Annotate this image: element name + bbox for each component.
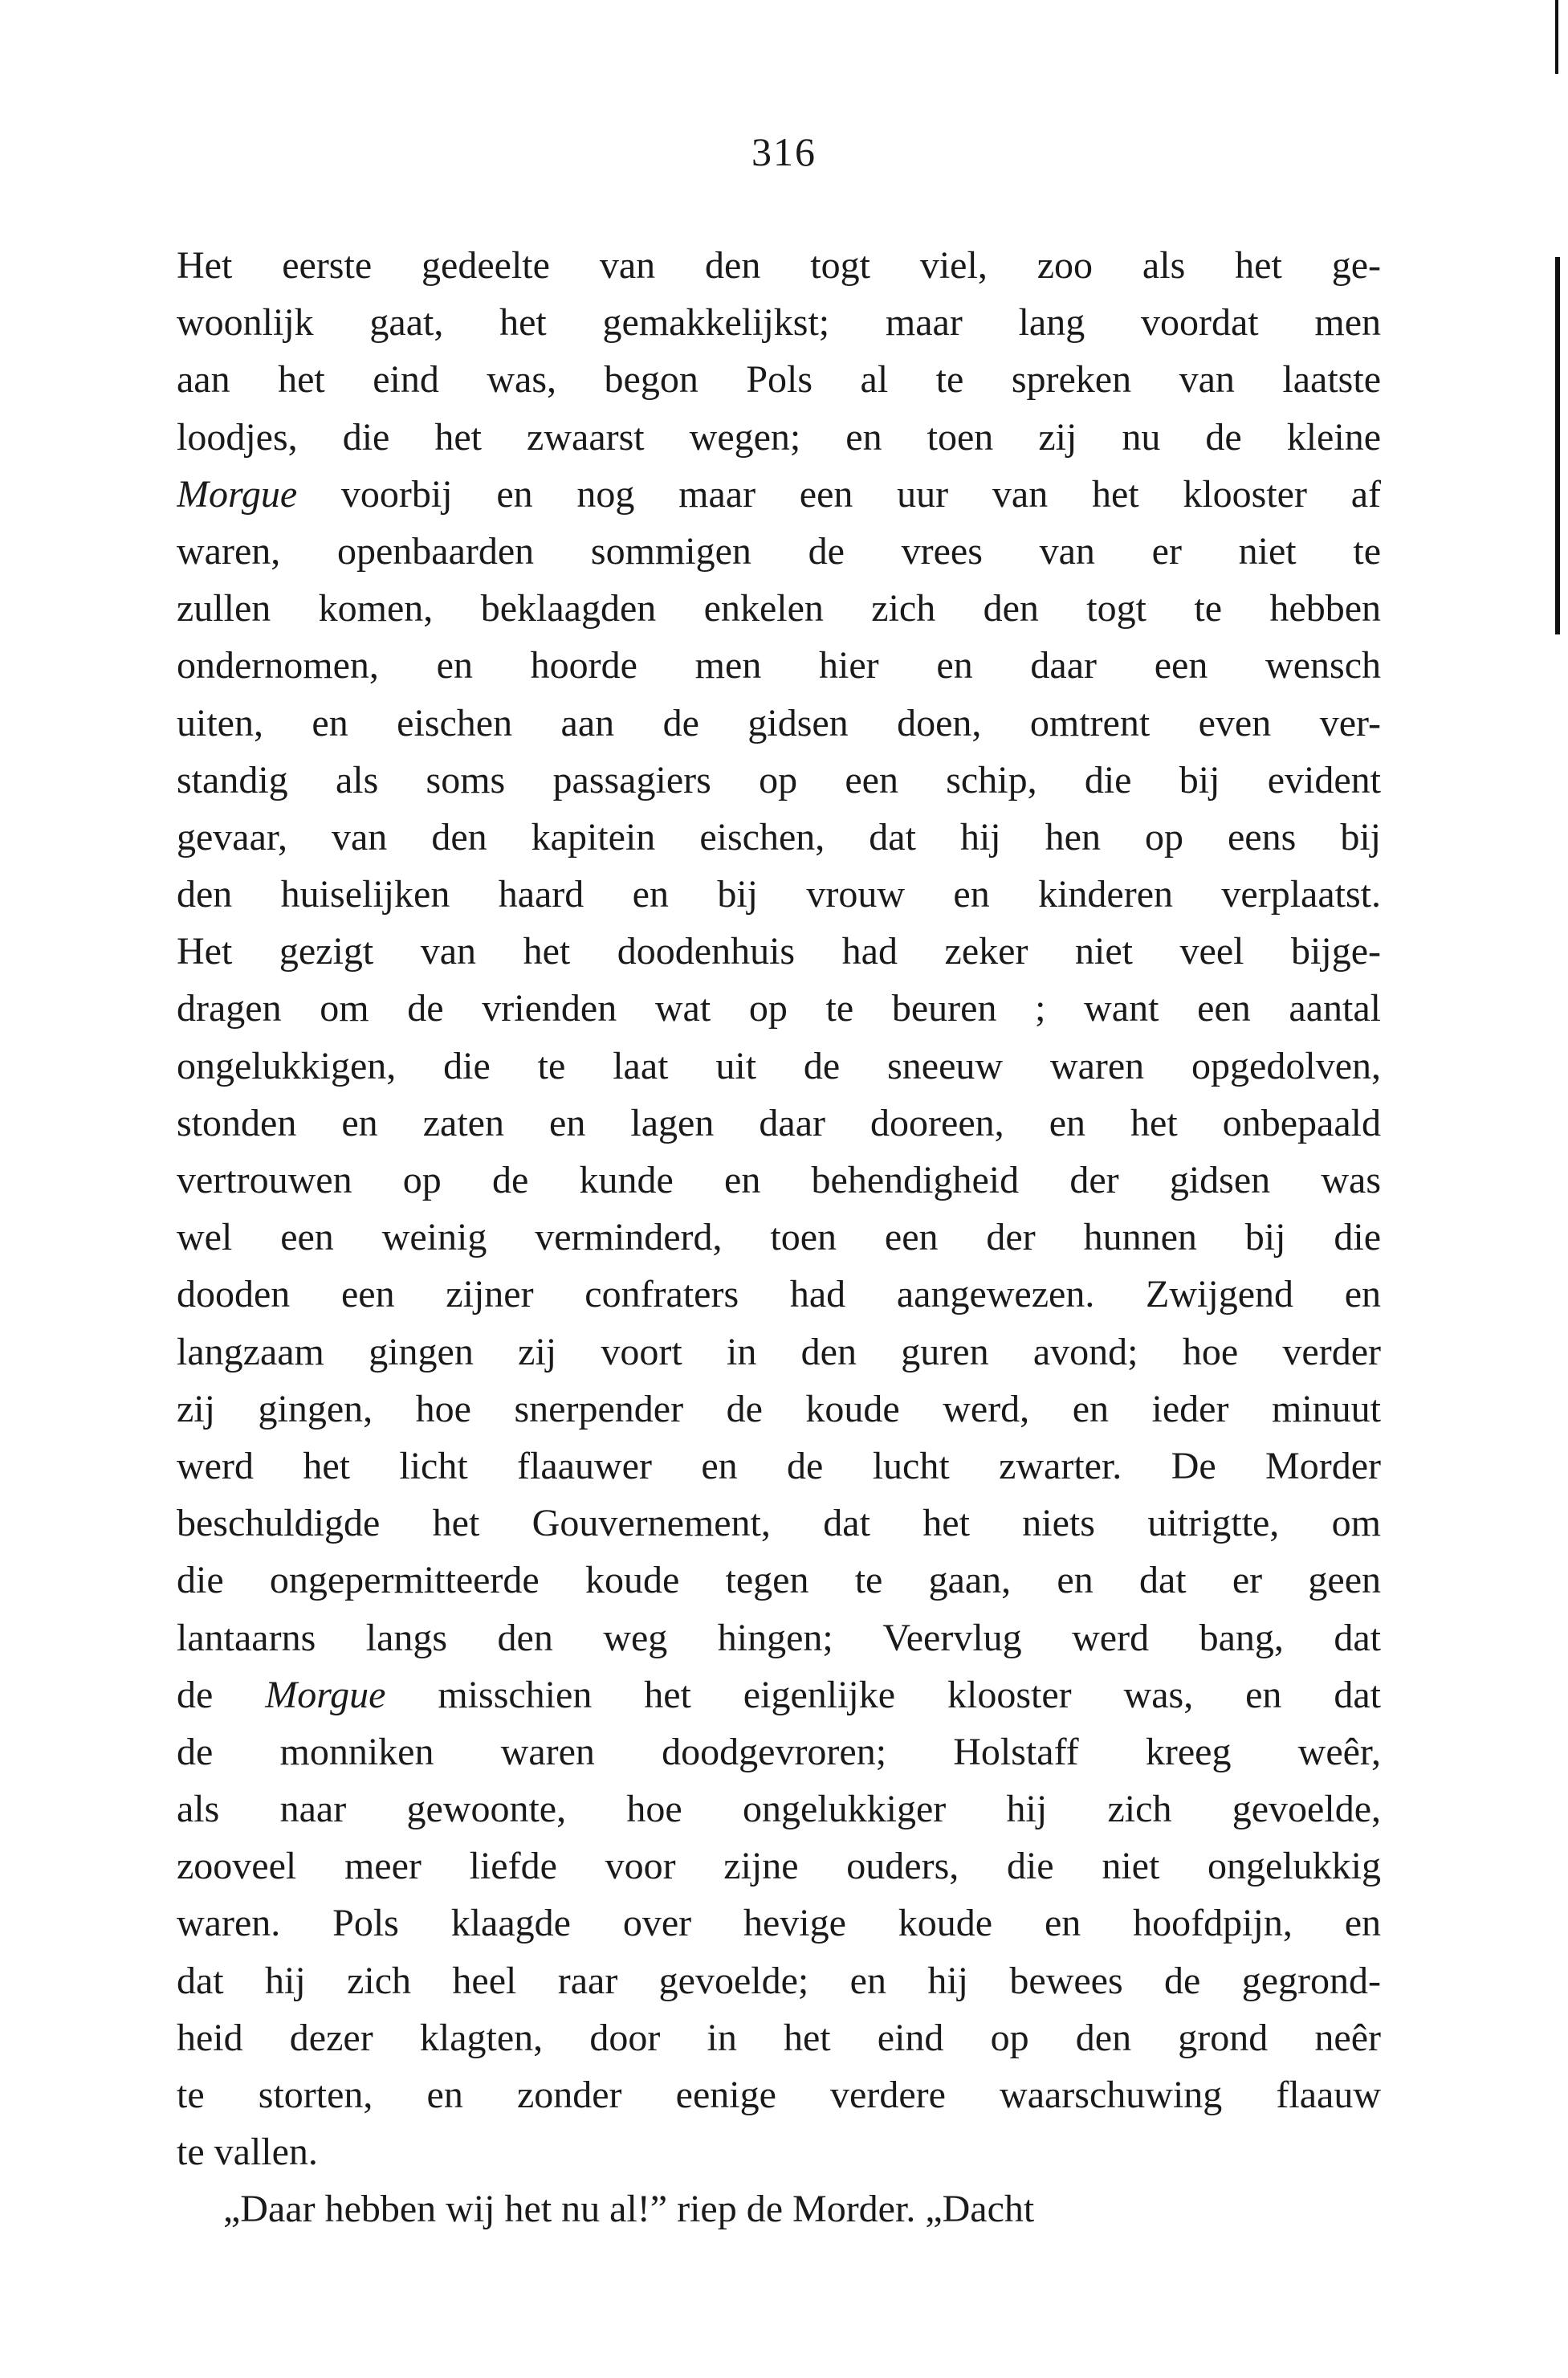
text-line: waren. Pols klaagde over hevige koude en hoofdpijn, en <box>177 1902 1381 1945</box>
text-line: ongelukkigen, die te laat uit de sneeuw waren opgedolven, <box>177 1044 1381 1087</box>
text-line: waren, openbaarden sommigen de vrees van er niet te <box>177 529 1381 573</box>
text-line: te storten, en zonder eenige verdere waarschuwing flaauw <box>177 2074 1381 2116</box>
text-line: „Daar hebben wij het nu al!” riep de Morder. „Dacht <box>223 2188 1035 2231</box>
text-line: langzaam gingen zij voort in den guren avond; hoe verder <box>177 1330 1381 1373</box>
text-line: de Morgue misschien het eigenlijke klooster was, en dat <box>177 1673 1381 1716</box>
page-edge-mark <box>1555 0 1558 74</box>
text-line: Morgue voorbij en nog maar een uur van het klooster af <box>177 472 1381 516</box>
text-line: te vallen. <box>177 2131 318 2174</box>
text-line: aan het eind was, begon Pols al te spreken van laatste <box>177 358 1381 402</box>
text-line: den huiselijken haard en bij vrouw en kinderen verplaatst. <box>177 873 1381 916</box>
text-line: dooden een zijner confraters had aangewezen. Zwijgend en <box>177 1273 1381 1316</box>
text-line: loodjes, die het zwaarst wegen; en toen zij nu de kleine <box>177 415 1381 459</box>
body-text <box>177 237 1381 2238</box>
text-line: zij gingen, hoe snerpender de koude werd, en ieder minuut <box>177 1387 1381 1430</box>
text-line: wel een weinig verminderd, toen een der hunnen bij die <box>177 1216 1381 1259</box>
text-line: stonden en zaten en lagen daar dooreen, en het onbepaald <box>177 1101 1381 1144</box>
text-line: ondernomen, en hoorde men hier en daar een wensch <box>177 644 1381 687</box>
text-line: dat hij zich heel raar gevoelde; en hij bewees de gegrond- <box>177 1959 1381 2002</box>
page-number: 316 <box>751 129 817 174</box>
text-line: Het eerste gedeelte van den togt viel, zoo als het ge- <box>177 244 1381 287</box>
text-line: de monniken waren doodgevroren; Holstaff kreeg weêr, <box>177 1730 1381 1773</box>
text-line: gevaar, van den kapitein eischen, dat hij hen op eens bij <box>177 815 1381 859</box>
text-line: heid dezer klagten, door in het eind op den grond neêr <box>177 2016 1381 2059</box>
text-line: zooveel meer liefde voor zijne ouders, die niet ongelukkig <box>177 1845 1381 1888</box>
text-line: Het gezigt van het doodenhuis had zeker niet veel bijge- <box>177 930 1381 973</box>
text-line: woonlijk gaat, het gemakkelijkst; maar lang voordat men <box>177 301 1381 345</box>
text-line: uiten, en eischen aan de gidsen doen, omtrent even ver- <box>177 701 1381 744</box>
text-line: die ongepermitteerde koude tegen te gaan, en dat er geen <box>177 1559 1381 1602</box>
text-line: als naar gewoonte, hoe ongelukkiger hij zich gevoelde, <box>177 1788 1381 1831</box>
text-line: zullen komen, beklaagden enkelen zich den togt te hebben <box>177 587 1381 630</box>
text-line: dragen om de vrienden wat op te beuren ; want een aantal <box>177 987 1381 1030</box>
page-edge-mark <box>1555 257 1560 634</box>
text-line: standig als soms passagiers op een schip, die bij evident <box>177 758 1381 802</box>
text-line: lantaarns langs den weg hingen; Veervlug werd bang, dat <box>177 1616 1381 1659</box>
text-line: werd het licht flaauwer en de lucht zwarter. De Morder <box>177 1444 1381 1487</box>
text-line: beschuldigde het Gouvernement, dat het niets uitrigtte, om <box>177 1502 1381 1545</box>
text-line: vertrouwen op de kunde en behendigheid der gidsen was <box>177 1159 1381 1201</box>
